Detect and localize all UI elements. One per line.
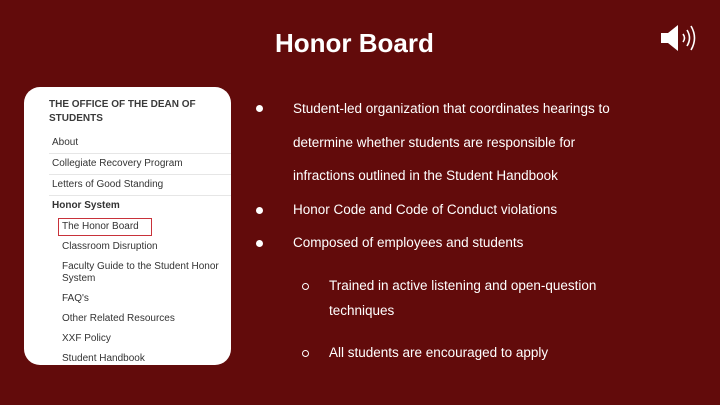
honor-system-submenu <box>49 216 231 365</box>
speaker-icon[interactable] <box>659 22 699 54</box>
submenu-item-honor-board[interactable]: The Honor Board <box>59 219 151 235</box>
sub-bullet-1-line-1: Trained in active listening and open-question <box>329 278 597 293</box>
bullet-3: Composed of employees and students <box>293 235 524 250</box>
bullet-dot <box>256 105 263 112</box>
sub-bullet-1-line-2: techniques <box>329 303 395 318</box>
bullet-1-line-3: infractions outlined in the Student Handbook <box>293 168 558 183</box>
website-screenshot-card <box>24 87 231 365</box>
menu-item-collegiate-recovery[interactable]: Collegiate Recovery Program <box>49 154 231 175</box>
side-menu <box>49 133 231 365</box>
menu-item-letters-good-standing[interactable]: Letters of Good Standing <box>49 175 231 196</box>
submenu-item-faqs[interactable]: FAQ's <box>62 293 89 304</box>
slide-title: Honor Board <box>275 28 434 58</box>
bullet-1-line-2: determine whether students are responsible for <box>293 135 576 150</box>
menu-section-honor-system[interactable]: Honor System <box>52 200 120 211</box>
submenu-item-xxf-policy[interactable]: XXF Policy <box>62 333 111 344</box>
bullet-dot <box>256 207 263 214</box>
card-heading: THE OFFICE OF THE DEAN OF STUDENTS <box>49 99 196 124</box>
submenu-item-classroom-disruption[interactable]: Classroom Disruption <box>62 241 158 252</box>
submenu-item-student-handbook[interactable]: Student Handbook <box>62 353 145 364</box>
submenu-item-other-resources[interactable]: Other Related Resources <box>62 313 175 324</box>
bullet-1-line-1: Student-led organization that coordinates hearings to <box>293 101 610 116</box>
bullet-dot <box>256 240 263 247</box>
sub-bullet-2: All students are encouraged to apply <box>329 345 549 360</box>
sub-bullet-ring <box>302 350 309 357</box>
submenu-item-faculty-guide[interactable]: Faculty Guide to the Student Honor System <box>62 261 219 284</box>
sub-bullet-ring <box>302 283 309 290</box>
menu-item-about[interactable]: About <box>49 133 231 154</box>
bullet-2: Honor Code and Code of Conduct violations <box>293 202 558 217</box>
